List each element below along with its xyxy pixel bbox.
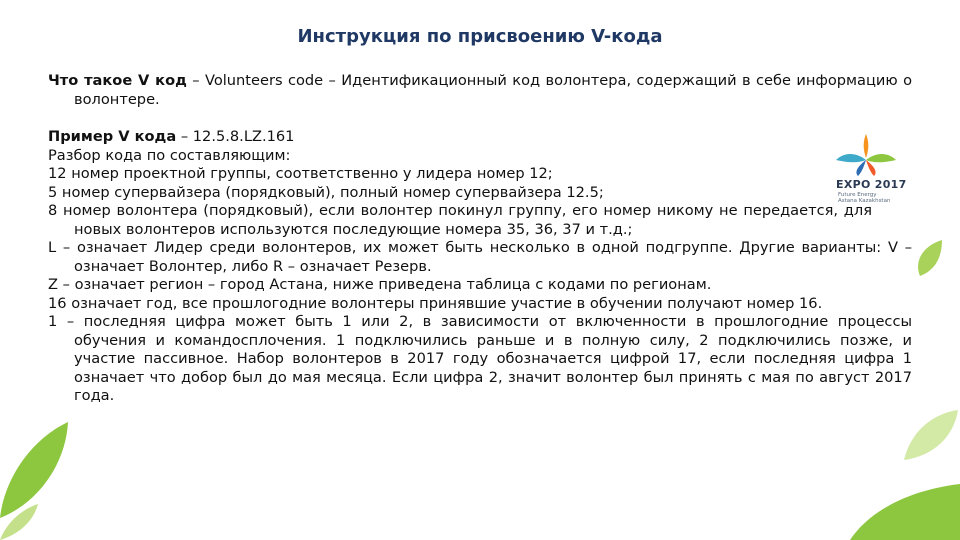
group-number-line: 12 номер проектной группы, соответственно у лидера номер 12; — [48, 165, 553, 182]
example-text: – 12.5.8.LZ.161 — [176, 128, 295, 145]
volunteer-number-line: 8 номер волонтера (порядковый), если волонтер покинул группу, его номер никому не передается, для новых волонтеров используются последующие номера 35, 36, 37 и т.д.; — [48, 202, 872, 238]
last-digit-line: 1 – последняя цифра может быть 1 или 2, в зависимости от включенности в прошлогодние процессы обучения и командосплочения. 1 подключились раньше и в полную силу, 2 подключились позже, и участие пассивное. Набор волонтеров в 2017 году обозначается цифрой 17, если последняя цифра 1 означает что добор был до мая месяца. Если цифра 2, значит волонтер был принять с мая по август 2017 года. — [48, 313, 912, 404]
leaf-decoration-bottom-right — [840, 470, 960, 540]
region-letter-line: Z – означает регион – город Астана, ниже приведена таблица с кодами по регионам. — [48, 276, 712, 293]
definition-text: – Volunteers code – Идентификационный код волонтера, содержащий в себе информацию о волонтере. — [74, 72, 912, 108]
logo-subtitle-text: Astana Kazakhstan — [838, 198, 891, 204]
spacer — [48, 109, 912, 128]
supervisor-number-line: 5 номер супервайзера (порядковый), полный номер супервайзера 12.5; — [48, 183, 604, 201]
role-letter-line: L – означает Лидер среди волонтеров, их может быть несколько в одной подгруппе. Другие варианты: V – означает Волонтер, либо R – означает Резерв. — [48, 239, 912, 275]
example-term: Пример V кода — [48, 128, 177, 145]
year-number-line: 16 означает год, все прошлогодние волонтеры принявшие участие в обучении получают номер 16. — [48, 294, 823, 312]
leaf-decoration-right — [900, 404, 960, 464]
logo-name: EXPO 2017 — [836, 178, 907, 191]
example-paragraph — [48, 128, 912, 147]
logo-tagline-text: Future Energy — [838, 192, 877, 198]
breakdown-heading: Разбор кода по составляющим: — [48, 146, 291, 164]
definition-term: Что такое V код — [48, 72, 187, 89]
page-title: Инструкция по присвоению V-кода — [297, 26, 663, 47]
slide-body — [48, 72, 912, 406]
definition-paragraph — [48, 72, 912, 109]
leaf-decoration-bottom-left-small — [0, 502, 40, 540]
leaf-decoration-top-right — [912, 238, 946, 278]
